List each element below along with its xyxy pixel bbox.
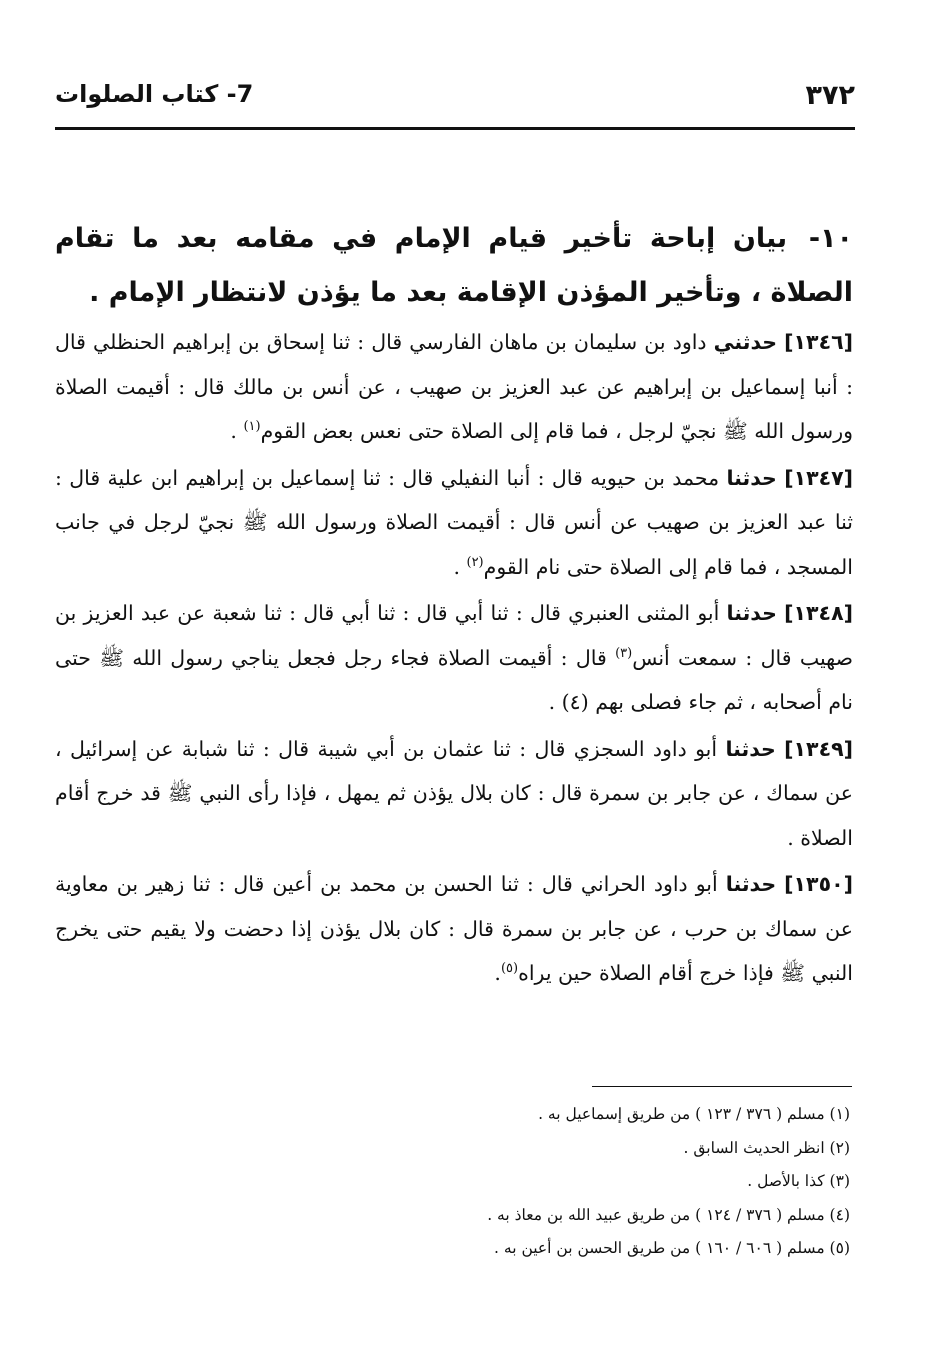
hadith-paragraph [55, 591, 853, 725]
footnote: (٢) انظر الحديث السابق . [683, 1138, 850, 1157]
hadith-text-end: قال : أقيمت الصلاة فجاء رجل فجعل يناجي رسول الله ﷺ حتى نام أصحابه ، ثم جاء فصلى بهم (٤) . [55, 645, 853, 714]
hadith-number: [١٣٤٦] [784, 330, 853, 354]
hadith-text: داود بن سليمان بن ماهان الفارسي قال : ثنا إسحاق بن إبراهيم الحنظلي قال : أنبا إسماعيل بن إبراهيم عن عبد العزيز بن صهيب ، عن أنس بن مالك قال : أقيمت الصلاة ورسول الله ﷺ نجيّ لرجل ، فما قام إلى الصلاة حتى نعس بعض القوم [55, 330, 853, 443]
page-header [55, 78, 855, 122]
hadith-number: [١٣٤٩] [784, 736, 853, 761]
footnote-ref: (٣) [615, 645, 633, 661]
footnote-divider [592, 1086, 852, 1087]
hadith-lead: حدثنا [726, 601, 777, 625]
hadith-lead: حدثنا [725, 872, 777, 896]
hadith-text-end: . [230, 419, 244, 443]
footnote: (١) مسلم ( ٣٧٦ / ١٢٣ ) من طريق إسماعيل به . [538, 1105, 850, 1123]
hadith-text: أبو المثنى العنبري قال : ثنا أبي قال : ثنا أبي قال : ثنا شعبة عن عبد العزيز بن صهيب قال : سمعت أنس [55, 601, 853, 670]
footnotes [90, 1098, 850, 1266]
section-number: ١٠- [808, 223, 853, 254]
chapter-title: 7- كتاب الصلوات [55, 80, 254, 108]
hadith-text: أبو داود الحراني قال : ثنا الحسن بن محمد بن أعين قال : ثنا زهير بن معاوية عن سماك بن حرب ، عن جابر بن سمرة قال : كان بلال يؤذن إذا دحضت ولا يقيم حتى يخرج النبي ﷺ فإذا خرج أقام الصلاة حين يراه [55, 872, 853, 985]
hadith-lead: حدثنا [726, 465, 777, 490]
hadith-number: [١٣٤٨] [784, 601, 853, 625]
footnote-ref: (٢) [466, 554, 484, 570]
hadith-lead: حدثني [713, 330, 778, 354]
footnote: (٤) مسلم ( ٣٧٦ / ١٢٤ ) من طريق عبيد الله بن معاذ به . [487, 1205, 850, 1224]
footnote-ref: (٥) [500, 961, 519, 977]
hadith-text: محمد بن حيويه قال : أنبا النفيلي قال : ثنا إسماعيل بن إبراهيم ابن علية قال : ثنا عبد العزيز بن صهيب عن أنس قال : أقيمت الصلاة ورسول الله ﷺ نجيّ لرجل في جانب المسجد ، فما قام إلى الصلاة حتى نام القوم [55, 465, 853, 579]
section-title: بيان إباحة تأخير قيام الإمام في مقامه بعد ما تقام الصلاة ، وتأخير المؤذن الإقامة بعد ما يؤذن لانتظار الإمام . [55, 223, 853, 308]
hadith-text-end: . [494, 961, 501, 985]
hadith-number: [١٣٤٧] [784, 465, 853, 490]
hadith-text: أبو داود السجزي قال : ثنا عثمان بن أبي شيبة قال : ثنا شبابة عن إسرائيل ، عن سماك ، عن جابر بن سمرة قال : كان بلال يؤذن ثم يمهل ، فإذا رأى النبي ﷺ قد خرج أقام الصلاة . [55, 736, 853, 850]
hadith-paragraph [55, 862, 853, 996]
footnote-ref: (١) [243, 419, 261, 435]
hadith-list [55, 320, 853, 998]
hadith-text-end: . [453, 554, 467, 579]
footnote: (٥) مسلم ( ٦٠٦ / ١٦٠ ) من طريق الحسن بن أعين به . [494, 1239, 850, 1257]
header-divider [55, 127, 855, 130]
hadith-lead: حدثنا [725, 736, 776, 761]
section-heading [55, 212, 853, 320]
hadith-paragraph [55, 727, 853, 861]
page-number: ٣٧٢ [805, 80, 855, 111]
hadith-paragraph [55, 320, 853, 454]
hadith-paragraph [55, 456, 853, 590]
hadith-number: [١٣٥٠] [784, 872, 853, 896]
footnote: (٣) كذا بالأصل . [747, 1172, 850, 1190]
